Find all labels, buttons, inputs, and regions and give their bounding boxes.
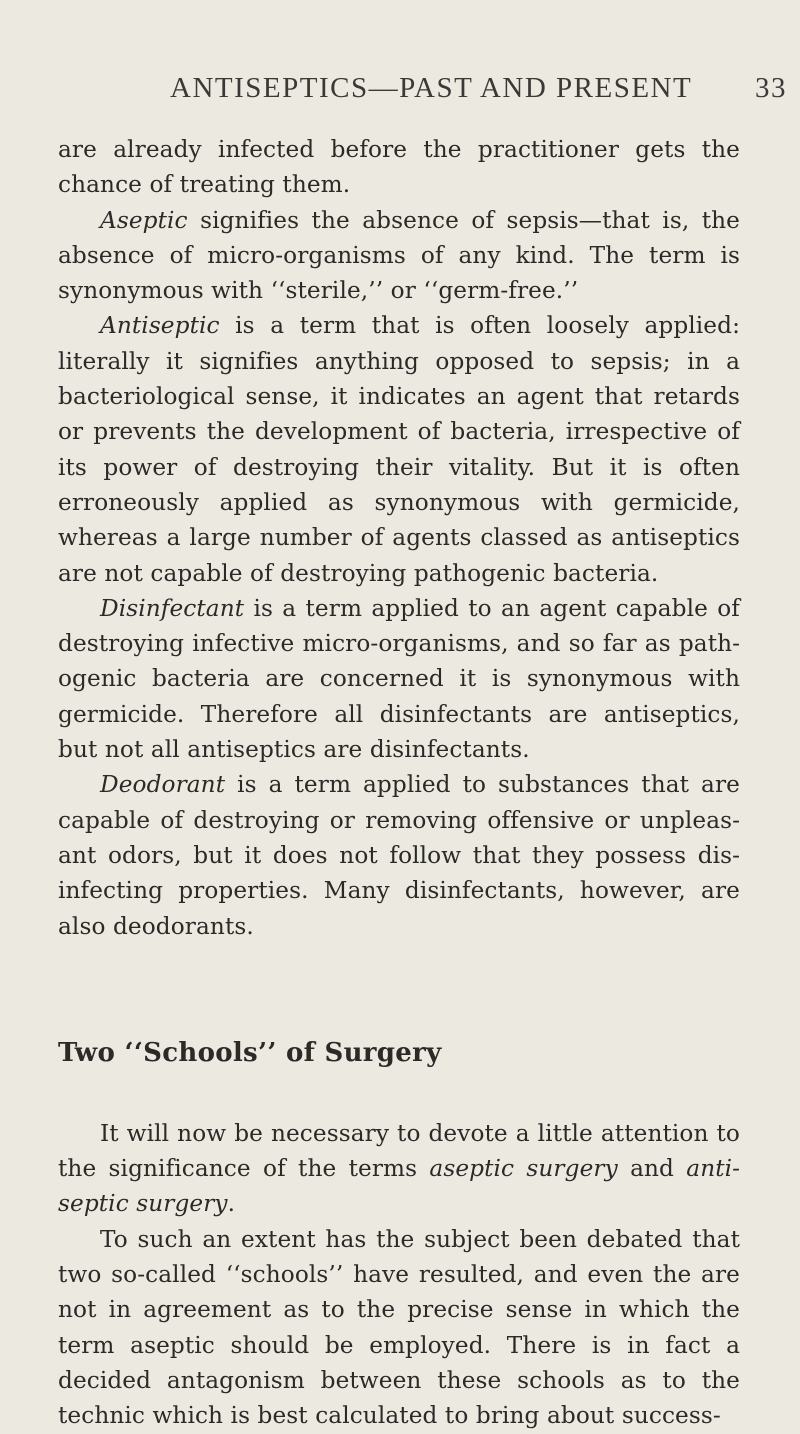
paragraph-aseptic	[58, 203, 740, 309]
emphasized-term: antiseptic surgery	[58, 1155, 741, 1218]
paragraph-continuation	[58, 132, 740, 203]
emphasized-term: aseptic surgery	[429, 1155, 618, 1183]
running-head-title: ANTISEPTICS—PAST AND PRESENT	[170, 72, 693, 104]
paragraph-text: .	[227, 1190, 236, 1218]
page-number: 33	[755, 72, 787, 104]
defined-term: Disinfectant	[100, 594, 245, 622]
paragraph-schools	[58, 1222, 740, 1434]
paragraph-text: is a term that is often loosely applied: literally it signifies anything opposed to sepsis; in a bacteriological sense, it indicates an agent that retards or prevents the development of bacteria, irrespective of its power of destroying their vitality. But it is often erroneously applied as synonymous with germicide, whereas a large number of agents classed as antiseptics are not capable of destroying pathogenic bacteria.	[58, 312, 740, 587]
paragraph-disinfectant	[58, 591, 740, 767]
defined-term: Aseptic	[100, 206, 188, 234]
running-head	[170, 72, 787, 105]
defined-term: Antiseptic	[100, 312, 220, 340]
paragraph-text: and	[617, 1155, 687, 1183]
defined-term: Deodorant	[100, 771, 226, 799]
paragraph-text: To such an extent has the subject been debated that two so-called ‘‘schools’’ have resulted, and even the are not in agreement as to the precise sense in which the term aseptic should be employed. There is in fact a decided antagonism between these schools as to the technic which is best calculated to bring about success-	[58, 1225, 740, 1430]
paragraph-text: is a term applied to an agent capable of destroying infective micro-organisms, and so far as pathogenic bacteria are concerned it is synonymous with germicide. Therefore all disinfectants are antiseptics, but not all antiseptics are disinfectants.	[58, 594, 740, 764]
paragraph-deodorant	[58, 767, 740, 943]
paragraph-text: are already infected before the practitioner gets the chance of treating them.	[58, 136, 740, 199]
paragraph-surgery-terms	[58, 1116, 740, 1222]
page-body	[58, 132, 740, 1434]
paragraph-text: It will now be necessary to devote a little attention to the significance of the terms	[58, 1119, 740, 1183]
paragraph-text: is a term applied to substances that are capable of destroying or removing offensive or unpleasant odors, but it does not follow that they possess disinfecting properties. Many disinfectants, however, are also deodorants.	[58, 771, 740, 940]
paragraph-antiseptic	[58, 308, 740, 590]
section-heading: Two ‘‘Schools’’ of Surgery	[58, 1037, 442, 1068]
paragraph-text: signifies the absence of sepsis—that is, the absence of micro-organisms of any kind. The term is synonymous with ‘‘sterile,’’ or ‘‘germ-free.’’	[58, 206, 740, 305]
